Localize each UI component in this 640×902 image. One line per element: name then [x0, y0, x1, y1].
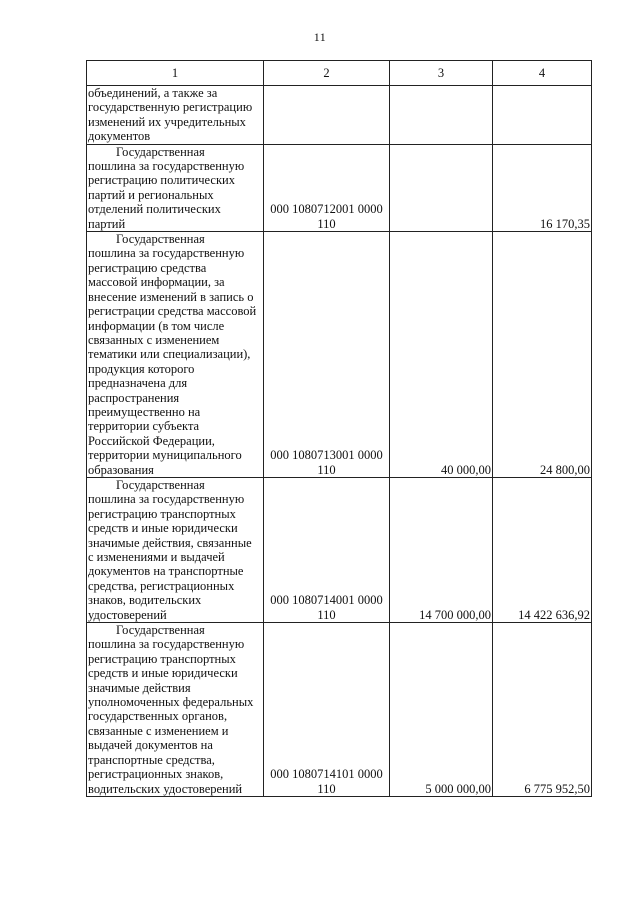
- revenue-name-line: тематики или специализации),: [88, 347, 251, 362]
- planned-amount-cell: 14 700 000,00: [390, 477, 493, 622]
- revenue-name-line: образования: [88, 462, 154, 477]
- revenue-name-line: регистрацию транспортных: [88, 506, 236, 521]
- revenue-name-line: пошлина за государственную: [88, 246, 245, 261]
- actual-amount-cell: [493, 86, 592, 145]
- table-header-row: [87, 61, 592, 86]
- revenue-name-line: средств и иные юридически: [88, 521, 238, 536]
- revenue-name-line: регистрацию средства: [88, 260, 207, 275]
- budget-code-line: 110: [317, 781, 336, 796]
- budget-code-line: 000 1080714001 0000: [270, 593, 383, 608]
- page-number: 11: [313, 30, 327, 44]
- revenue-name-line: пошлина за государственную: [88, 637, 245, 652]
- revenue-table: [86, 60, 592, 797]
- revenue-name-line: транспортные средства,: [88, 752, 215, 767]
- revenue-name-cell: [87, 623, 264, 797]
- revenue-name-line: регистрации средства массовой: [88, 304, 257, 319]
- table-row: [87, 144, 592, 231]
- revenue-name-line: предназначена для: [88, 376, 188, 391]
- revenue-name-line: значимые действия: [88, 680, 191, 695]
- column-header-1: 1: [87, 61, 264, 86]
- revenue-name-line: средств и иные юридически: [88, 666, 238, 681]
- budget-code-line: 000 1080714101 0000: [270, 767, 383, 782]
- revenue-name-line: распространения: [88, 390, 180, 405]
- planned-amount-cell: [390, 144, 493, 231]
- budget-code-cell: [264, 86, 390, 145]
- revenue-name-line: территории субъекта: [88, 419, 200, 434]
- revenue-name-line: преимущественно на: [88, 404, 201, 419]
- revenue-name-line: водительских удостоверений: [88, 781, 243, 796]
- revenue-name-line: Государственная: [116, 144, 205, 159]
- revenue-name-line: массовой информации, за: [88, 275, 225, 290]
- budget-code-cell: [264, 623, 390, 797]
- budget-code-cell: [264, 477, 390, 622]
- budget-code-line: 110: [317, 607, 336, 622]
- budget-code-line: 000 1080712001 0000: [270, 202, 383, 217]
- revenue-name-line: государственных органов,: [88, 709, 228, 724]
- revenue-name-line: партий и региональных: [88, 187, 214, 202]
- actual-amount-cell: 14 422 636,92: [493, 477, 592, 622]
- table-row: [87, 477, 592, 622]
- revenue-name-line: внесение изменений в запись о: [88, 289, 254, 304]
- column-header-2: 2: [264, 61, 390, 86]
- revenue-name-line: связанных с изменением: [88, 332, 220, 347]
- revenue-name-line: информации (в том числе: [88, 318, 225, 333]
- actual-amount-cell: 24 800,00: [493, 232, 592, 478]
- revenue-name-line: средства, регистрационных: [88, 578, 235, 593]
- revenue-name-line: Государственная: [116, 477, 205, 492]
- revenue-name-line: Государственная: [116, 623, 205, 638]
- revenue-name-line: государственную регистрацию: [88, 100, 253, 115]
- table-row: [87, 623, 592, 797]
- revenue-name-line: территории муниципального: [88, 448, 242, 463]
- revenue-name-cell: [87, 86, 264, 145]
- actual-amount-cell: 16 170,35: [493, 144, 592, 231]
- revenue-name-line: Государственная: [116, 232, 205, 247]
- revenue-name-line: документов: [88, 129, 151, 144]
- revenue-name-line: пошлина за государственную: [88, 159, 245, 174]
- column-header-3: 3: [390, 61, 493, 86]
- revenue-name-line: пошлина за государственную: [88, 492, 245, 507]
- revenue-name-line: объединений, а также за: [88, 86, 218, 100]
- actual-amount-cell: 6 775 952,50: [493, 623, 592, 797]
- revenue-name-line: документов на транспортные: [88, 564, 244, 579]
- planned-amount-cell: [390, 86, 493, 145]
- revenue-name-line: отделений политических: [88, 202, 221, 217]
- revenue-name-cell: [87, 477, 264, 622]
- planned-amount-cell: 40 000,00: [390, 232, 493, 478]
- budget-code-line: 110: [317, 216, 336, 231]
- budget-code-line: 000 1080713001 0000: [270, 448, 383, 463]
- revenue-name-line: продукция которого: [88, 361, 195, 376]
- revenue-name-line: связанные с изменением и: [88, 723, 229, 738]
- revenue-name-line: знаков, водительских: [88, 593, 202, 608]
- budget-code-line: 110: [317, 462, 336, 477]
- revenue-name-cell: [87, 232, 264, 478]
- budget-code-cell: [264, 232, 390, 478]
- revenue-name-line: регистрацию транспортных: [88, 651, 236, 666]
- budget-code-cell: [264, 144, 390, 231]
- revenue-name-line: партий: [88, 216, 126, 231]
- planned-amount-cell: 5 000 000,00: [390, 623, 493, 797]
- revenue-name-cell: [87, 144, 264, 231]
- revenue-name-line: удостоверений: [88, 607, 167, 622]
- revenue-name-line: уполномоченных федеральных: [88, 695, 254, 710]
- table-row: [87, 86, 592, 145]
- revenue-name-line: регистрацию политических: [88, 173, 235, 188]
- revenue-name-line: Российской Федерации,: [88, 433, 215, 448]
- revenue-name-line: регистрационных знаков,: [88, 767, 224, 782]
- revenue-name-line: значимые действия, связанные: [88, 535, 252, 550]
- table-row: [87, 232, 592, 478]
- revenue-name-line: выдачей документов на: [88, 738, 213, 753]
- revenue-name-line: с изменениями и выдачей: [88, 550, 225, 564]
- revenue-name-line: изменений их учредительных: [88, 114, 246, 129]
- column-header-4: 4: [493, 61, 592, 86]
